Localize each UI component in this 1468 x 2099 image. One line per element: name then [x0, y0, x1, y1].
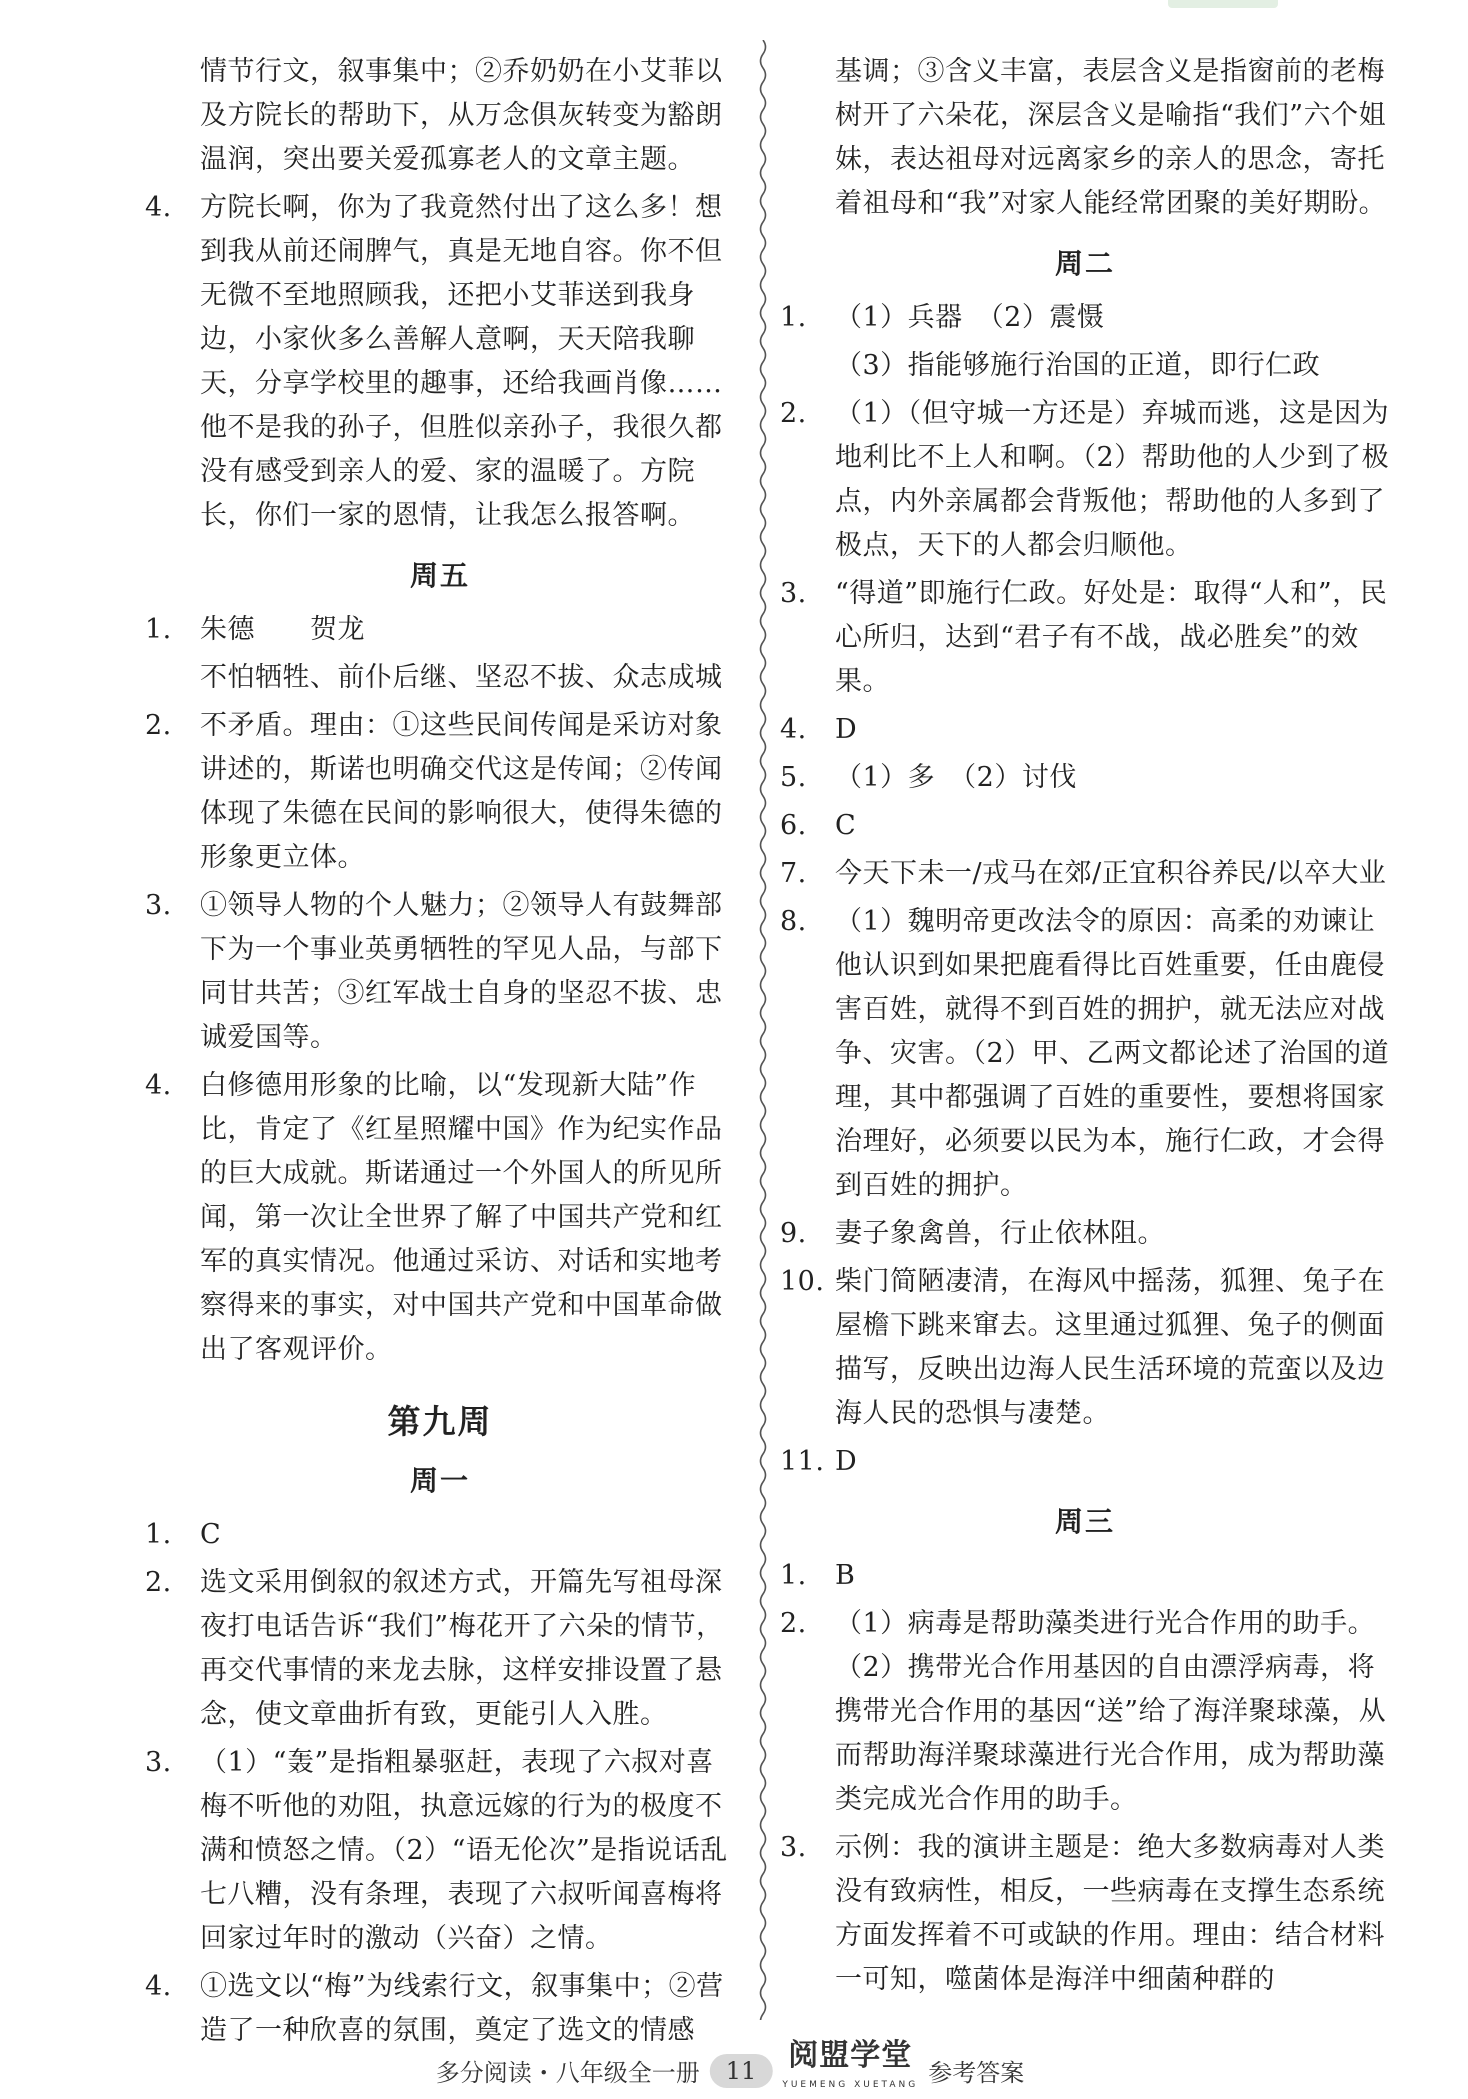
answer-text: 情节行文，叙事集中；②乔奶奶在小艾菲以及方院长的帮助下，从万念俱灰转变为豁朗温润，突出要关爱孤寡老人的文章主题。: [200, 56, 723, 175]
answer-text: ①选文以“梅”为线索行文，叙事集中；②营造了一种欣喜的氛围，奠定了选文的情感: [200, 1971, 724, 2046]
left-column: [145, 50, 735, 2057]
answer-item: [780, 1260, 1390, 1436]
answer-item: [780, 852, 1390, 896]
answer-text: 示例：我的演讲主题是：绝大多数病毒对人类没有致病性，相反，一些病毒在支撑生态系统方面发挥着不可或缺的作用。理由：结合材料一可知，噬菌体是海洋中细菌种群的: [835, 1832, 1385, 1995]
answer-number: 5.: [780, 762, 807, 793]
answer-text: （1）魏明帝更改法令的原因：高柔的劝谏让他认识到如果把鹿看得比百姓重要，任由鹿侵害百姓，就得不到百姓的拥护，就无法应对战争、灾害。（2）甲、乙两文都论述了治国的道理，其中都强调了百姓的重要性，要想将国家治理好，必须要以民为本，施行仁政，才会得到百姓的拥护。: [835, 906, 1390, 1201]
answer-text: “得道”即施行仁政。好处是：取得“人和”，民心所归，达到“君子有不战，战必胜矣”的效果。: [835, 578, 1388, 697]
answer-item: [145, 704, 735, 880]
answer-item: [780, 1212, 1390, 1256]
answer-text: 朱德 贺龙: [200, 614, 365, 645]
answer-number: 1.: [780, 302, 807, 333]
answer-text: 基调；③含义丰富，表层含义是指窗前的老梅树开了六朵花，深层含义是喻指“我们”六个姐妹，表达祖母对远离家乡的亲人的思念，寄托着祖母和“我”对家人能经常团聚的美好期盼。: [835, 56, 1387, 219]
answer-item: [780, 296, 1390, 340]
column-divider: [757, 40, 769, 2020]
answer-text: 不矛盾。理由：①这些民间传闻是采访对象讲述的，斯诺也明确交代这是传闻；②传闻体现了朱德在民间的影响很大，使得朱德的形象更立体。: [200, 710, 723, 873]
answer-number: 1.: [145, 1519, 172, 1550]
answer-item: [780, 344, 1390, 388]
answer-number: 1.: [145, 614, 172, 645]
answer-text: 今天下未一/戎马在郊/正宜积谷养民/以卒大业: [835, 858, 1387, 889]
answer-item: [780, 900, 1390, 1208]
answer-number: 2.: [145, 710, 172, 741]
answer-number: 3.: [145, 1747, 172, 1778]
answer-number: 9.: [780, 1218, 807, 1249]
continued-answer: [145, 50, 735, 182]
page-footer: [435, 2038, 1025, 2099]
answer-text: D: [835, 714, 858, 745]
answer-item: [145, 1561, 735, 1737]
answer-number: 3.: [145, 890, 172, 921]
answer-text: ①领导人物的个人魅力；②领导人有鼓舞部下为一个事业英勇牺牲的罕见人品，与部下同甘共苦；③红军战士自身的坚忍不拔、忠诚爱国等。: [200, 890, 723, 1053]
answer-text: （1）（但守城一方还是）弃城而逃，这是因为地利比不上人和啊。（2）帮助他的人少到了极点，内外亲属都会背叛他；帮助他的人多到了极点，天下的人都会归顺他。: [835, 398, 1390, 561]
answer-text: 柴门简陋凄清，在海风中摇荡，狐狸、兔子在屋檐下跳来窜去。这里通过狐狸、兔子的侧面描写，反映出边海人民生活环境的荒蛮以及边海人民的恐惧与凄楚。: [835, 1266, 1385, 1429]
answer-number: 2.: [780, 398, 807, 429]
answer-text: 方院长啊，你为了我竟然付出了这么多！想到我从前还闹脾气，真是无地自容。你不但无微不至地照顾我，还把小艾菲送到我身边，小家伙多么善解人意啊，天天陪我聊天，分享学校里的趣事，还给我画肖像……他不是我的孙子，但胜似亲孙子，我很久都没有感受到亲人的爱、家的温暖了。方院长，你们一家的恩情，让我怎么报答啊。: [200, 192, 723, 531]
answer-item: [780, 756, 1390, 800]
answer-text: （3）指能够施行治国的正道，即行仁政: [835, 350, 1321, 381]
answer-number: 3.: [780, 578, 807, 609]
answer-text: （1）病毒是帮助藻类进行光合作用的助手。（2）携带光合作用基因的自由漂浮病毒，将携带光合作用的基因“送”给了海洋聚球藻，从而帮助海洋聚球藻进行光合作用，成为帮助藻类完成光合作用的助手。: [835, 1608, 1387, 1815]
brand-name: 阅盟学堂: [788, 2038, 913, 2073]
answer-text: （1）“轰”是指粗暴驱赶，表现了六叔对喜梅不听他的劝阻，执意远嫁的行为的极度不满和愤怒之情。（2）“语无伦次”是指说话乱七八糟，没有条理，表现了六叔听闻喜梅将回家过年时的激动（兴奋）之情。: [200, 1747, 728, 1954]
answer-number: 4.: [780, 714, 807, 745]
answer-number: 8.: [780, 906, 807, 937]
continued-answer: [780, 50, 1390, 226]
section-heading-mon: 周一: [409, 1464, 470, 1497]
answer-number: 11.: [780, 1446, 825, 1477]
answer-text: （1）多 （2）讨伐: [835, 762, 1077, 793]
answer-item: [780, 1554, 1390, 1598]
answer-number: 4.: [145, 192, 172, 223]
answer-item: [780, 708, 1390, 752]
week-heading: 第九周: [387, 1402, 493, 1441]
answer-text: 不怕牺牲、前仆后继、坚忍不拔、众志成城: [200, 662, 723, 693]
answer-key-label: 参考答案: [928, 2059, 1025, 2087]
section-heading-fri: 周五: [409, 559, 470, 592]
answer-item: [780, 1440, 1390, 1484]
answer-item: [145, 186, 735, 538]
answer-number: 3.: [780, 1832, 807, 1863]
answer-number: 2.: [780, 1608, 807, 1639]
answer-text: 选文采用倒叙的叙述方式，开篇先写祖母深夜打电话告诉“我们”梅花开了六朵的情节，再交代事情的来龙去脉，这样安排设置了悬念，使文章曲折有致，更能引人入胜。: [200, 1567, 724, 1730]
answer-item: [145, 884, 735, 1060]
answer-number: 6.: [780, 810, 807, 841]
answer-item: [145, 656, 735, 700]
answer-text: 妻子象禽兽，行止依林阻。: [835, 1218, 1165, 1249]
answer-text: （1）兵器 （2）震慑: [835, 302, 1105, 333]
answer-item: [780, 392, 1390, 568]
answer-number: 2.: [145, 1567, 172, 1598]
answer-item: [780, 804, 1390, 848]
answer-item: [145, 1064, 735, 1372]
answer-text: B: [835, 1560, 856, 1591]
answer-number: 7.: [780, 858, 807, 889]
brand-pinyin: YUEMENG XUETANG: [782, 2080, 919, 2090]
answer-item: [145, 1513, 735, 1557]
section-heading-wed: 周三: [1054, 1505, 1115, 1538]
right-column: [780, 50, 1390, 2006]
page-number: 11: [710, 2054, 773, 2088]
answer-item: [145, 1741, 735, 1961]
answer-item: [780, 1826, 1390, 2002]
answer-text: 白修德用形象的比喻，以“发现新大陆”作比，肯定了《红星照耀中国》作为纪实作品的巨大成就。斯诺通过一个外国人的所见所闻，第一次让全世界了解了中国共产党和红军的真实情况。他通过采访、对话和实地考察得来的事实，对中国共产党和中国革命做出了客观评价。: [200, 1070, 723, 1365]
answer-number: 1.: [780, 1560, 807, 1591]
answer-text: C: [200, 1519, 222, 1550]
book-title: 多分阅读・八年级全一册: [435, 2059, 700, 2087]
answer-item: [145, 1965, 735, 2053]
answer-number: 10.: [780, 1266, 825, 1297]
answer-item: [780, 1602, 1390, 1822]
top-edge-mark: [1168, 0, 1278, 8]
answer-item: [780, 572, 1390, 704]
answer-number: 4.: [145, 1070, 172, 1101]
brand-logo: [782, 2038, 919, 2099]
section-heading-tue: 周二: [1054, 247, 1115, 280]
answer-item: [145, 608, 735, 652]
answer-text: C: [835, 810, 857, 841]
answer-text: D: [835, 1446, 858, 1477]
answer-number: 4.: [145, 1971, 172, 2002]
